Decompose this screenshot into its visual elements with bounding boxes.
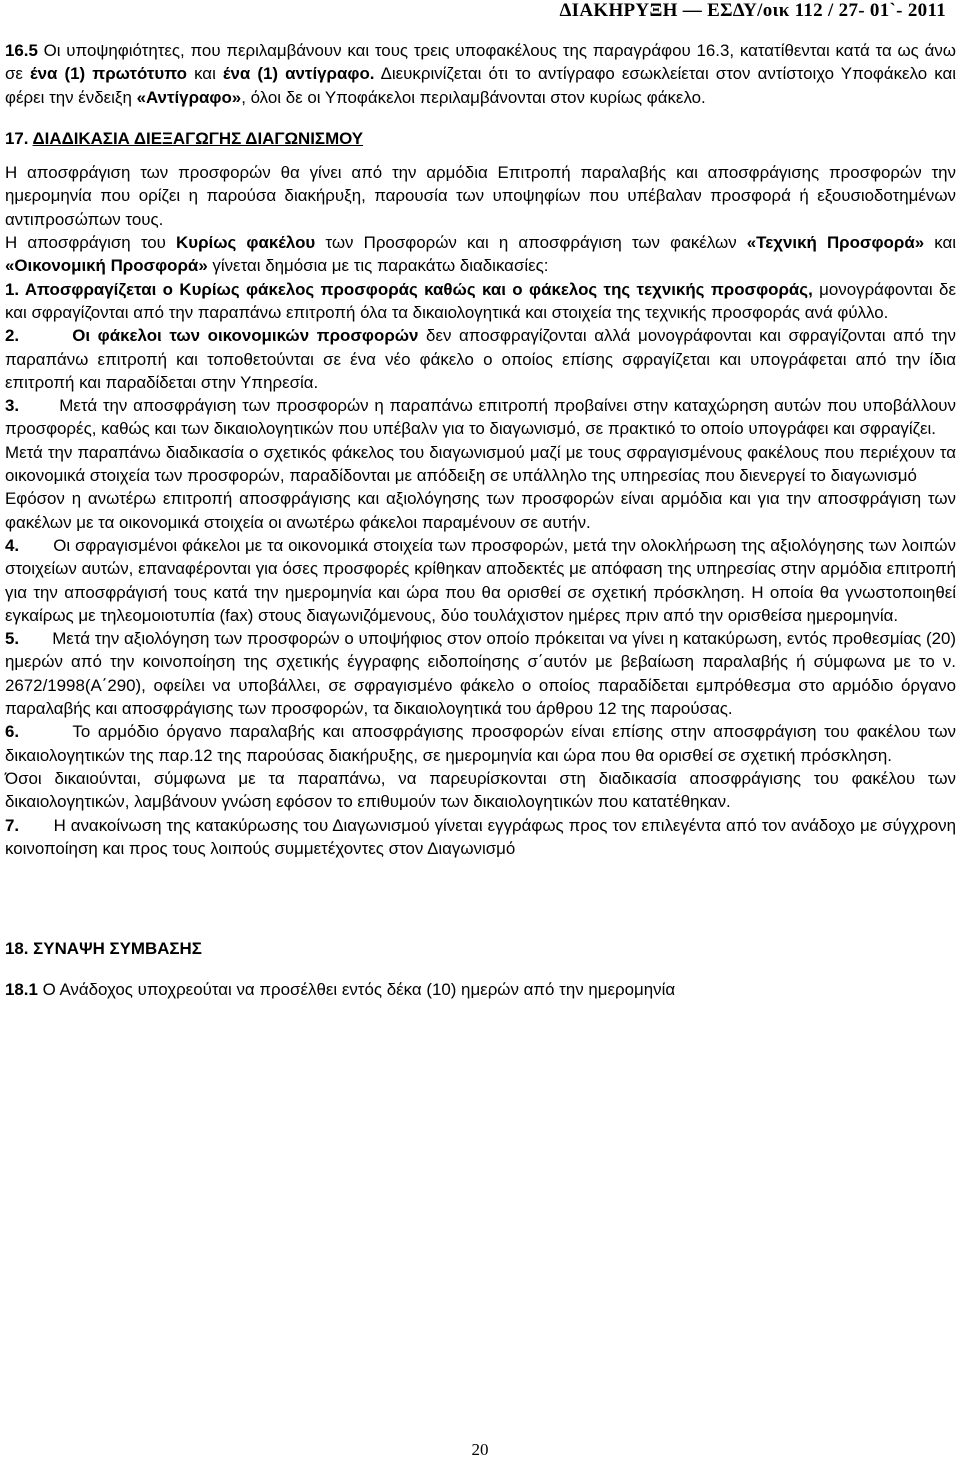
- page-header: ΔΙΑΚΗΡΥΞΗ — ΕΣΔΥ/οικ 112 / 27- 01`- 2011: [559, 0, 946, 21]
- section-18-heading: 18. ΣΥΝΑΨΗ ΣΥΜΒΑΣΗΣ: [5, 939, 202, 959]
- list-item-1: 1. Αποσφραγίζεται ο Κυρίως φάκελος προσφοράς καθώς και ο φάκελος της τεχνικής προσφοράς, μονογράφονται δε και σφραγίζονται από την παραπάνω επιτροπή όλα τα δικαιολογητικά και στοιχεία της τεχνικής προσφοράς ανά φύλλο.: [5, 279, 956, 322]
- list-item-4: 4. Οι σφραγισμένοι φάκελοι με τα οικονομικά στοιχεία των προσφορών, μετά την ολοκλήρωση της αξιολόγησης των λοιπών στοιχείων αυτών, επαναφέρονται για όσες προσφορές κρίθηκαν αποδεκτές με απόφαση της υπηρεσίας στην αρμόδια επιτροπή για την αποσφράγισή τους κατά την ημερομηνία και ώρα που θα ορισθεί σε σχετική πρόσκληση. Η οποία θα γνωστοποιηθεί εγκαίρως με τηλεομοιοτυπία (fax) στους διαγωνιζόμενους, δύο τουλάχιστον ημέρες πριν από την ορισθείσα ημερομηνία.: [5, 535, 956, 625]
- list-item-3: 3. Μετά την αποσφράγιση των προσφορών η παραπάνω επιτροπή προβαίνει στην καταχώρηση αυτών που υποβάλλουν προσφορές, καθώς και των δικαιολογητικών που υπέβαλν για το διαγωνισμό, σε πρακτικό το οποίο υπογράφει και σφραγίζει.: [5, 396, 956, 439]
- paragraph-17-intro: Η αποσφράγιση των προσφορών θα γίνει από την αρμόδια Επιτροπή παραλαβής και αποσφράγισης προσφορών την ημερομηνία που ορίζει η παρούσα διακήρυξη, παρουσία των υποψηφίων που υπέβαλαν προσφορά ή εξουσιοδοτημένων αντιπροσώπων τους.: [5, 163, 956, 229]
- paragraph-16-5: 16.5 Οι υποψηφιότητες, που περιλαμβάνουν και τους τρεις υποφακέλους της παραγράφου 16.3, κατατίθενται κατά τα ως άνω σε ένα (1) πρωτότυπο και ένα (1) αντίγραφο. Διευκρινίζεται ότι το αντίγραφο εσωκλείεται στον αντίστοιχο Υποφάκελο και φέρει την ένδειξη «Αντίγραφο», όλοι δε οι Υποφάκελοι περιλαμβάνονται στον κυρίως φάκελο.: [5, 41, 956, 107]
- paragraph-entitled: Όσοι δικαιούνται, σύμφωνα με τα παραπάνω, να παρευρίσκονται στη διαδικασία αποσφράγισης του φακέλου των δικαιολογητικών, λαμβάνουν γνώση εφόσον το επιθυμούν των δικαιολογητικών που κατατέθηκαν.: [5, 768, 956, 812]
- paragraph-after-procedure: Μετά την παραπάνω διαδικασία ο σχετικός φάκελος του διαγωνισμού μαζί με τους σφραγισμένους φακέλους που περιέχουν τα οικονομικά στοιχεία των προσφορών, παραδίδονται με απόδειξη σε υπάλληλο της υπηρεσίας που διενεργεί το διαγωνισμό: [5, 442, 956, 486]
- document-body: [5, 39, 956, 1002]
- list-item-7: 7. Η ανακοίνωση της κατακύρωσης του Διαγωνισμού γίνεται εγγράφως προς τον επιλεγέντα από τον ανάδοχο με σύγχρονη κοινοποίηση και προς τους λοιπούς συμμετέχοντες στον Διαγωνισμό: [5, 815, 956, 858]
- section-17-heading: 17. ΔΙΑΔΙΚΑΣΙΑ ΔΙΕΞΑΓΩΓΗΣ ΔΙΑΓΩΝΙΣΜΟΥ: [5, 128, 364, 148]
- page-number: 20: [471, 1440, 489, 1459]
- list-item-2: 2. Οι φάκελοι των οικονομικών προσφορών δεν αποσφραγίζονται αλλά μονογράφονται και σφραγίζονται από την παραπάνω επιτροπή και τοποθετούνται σε ένα νέο φάκελο ο οποίος επίσης σφραγίζεται και υπογράφεται από την ίδια επιτροπή και παραδίδεται στην Υπηρεσία.: [5, 326, 956, 392]
- paragraph-18-1: 18.1 Ο Ανάδοχος υποχρεούται να προσέλθει εντός δέκα (10) ημερών από την ημερομηνία: [5, 980, 676, 1000]
- list-item-6: 6. Το αρμόδιο όργανο παραλαβής και αποσφράγισης προσφορών είναι επίσης στην αποσφράγιση του φακέλου των δικαιολογητικών της παρ.12 της παρούσας διακήρυξης, σε ημερομηνία και ώρα που θα ορισθεί σε σχετική πρόσκληση.: [5, 722, 956, 765]
- paragraph-committee: Εφόσον η ανωτέρω επιτροπή αποσφράγισης και αξιολόγησης των προσφορών είναι αρμόδια και για την αποσφράγιση των φακέλων με τα οικονομικά στοιχεία οι ανωτέρω φάκελοι παραμένουν σε αυτήν.: [5, 489, 956, 532]
- section-number: 16.5: [5, 41, 38, 60]
- list-item-5: 5. Μετά την αξιολόγηση των προσφορών ο υποψήφιος στον οποίο πρόκειται να γίνει η κατακύρωση, εντός προθεσμίας (20) ημερών από την κοινοποίηση της σχετικής έγγραφης ειδοποίησης σ΄αυτόν με βεβαίωση παραλαβής ή σύμφωνα με το ν. 2672/1998(Α΄290), οφείλει να υποβάλλει, σε σφραγισμένο φάκελο ο οποίος παραδίδεται εμπρόθεσμα στο αρμόδιο όργανο παραλαβής και αποσφράγισης των προσφορών, τα δικαιολογητικά του άρθρου 12 της παρούσας.: [5, 629, 956, 719]
- paragraph-17-procedures: Η αποσφράγιση του Κυρίως φακέλου των Προσφορών και η αποσφράγιση των φακέλων «Τεχνική Προσφορά» και «Οικονομική Προσφορά» γίνεται δημόσια με τις παρακάτω διαδικασίες:: [5, 233, 956, 276]
